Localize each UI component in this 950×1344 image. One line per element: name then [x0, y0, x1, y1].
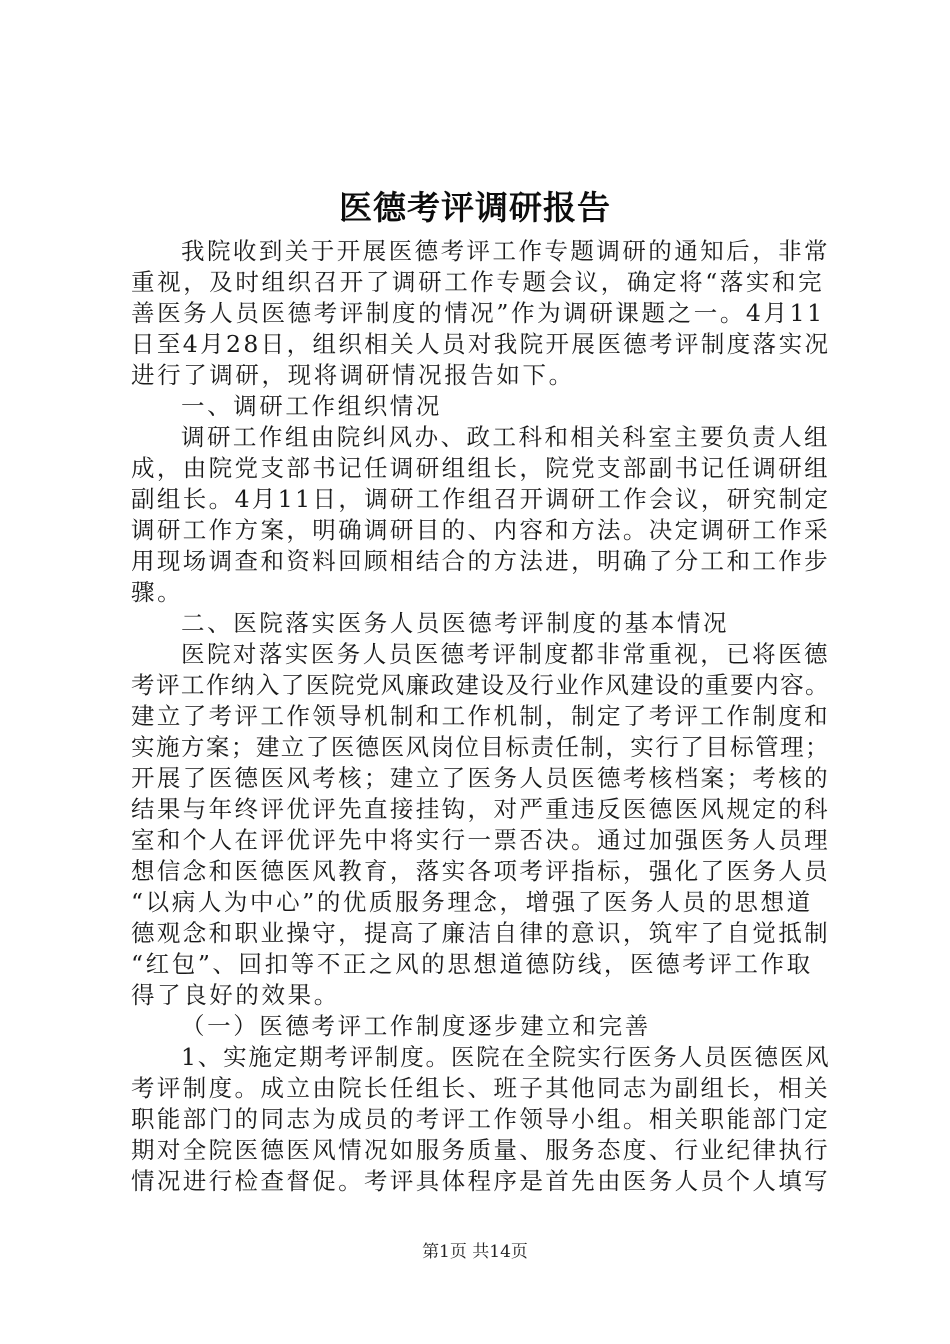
paragraph-line: 成，由院党支部书记任调研组组长，院党支部副书记任调研组	[131, 454, 830, 482]
paragraph-line: “红包”、回扣等不正之风的思想道德防线，医德考评工作取	[131, 950, 813, 978]
paragraph-line: 用现场调查和资料回顾相结合的方法进，明确了分工和工作步	[131, 547, 830, 575]
paragraph-line: 职能部门的同志为成员的考评工作领导小组。相关职能部门定	[131, 1105, 830, 1133]
section-heading: 一、调研工作组织情况	[181, 392, 442, 420]
paragraph-line: 调研工作方案，明确调研目的、内容和方法。决定调研工作采	[131, 516, 830, 544]
subsection-heading: （一）医德考评工作制度逐步建立和完善	[181, 1012, 651, 1040]
section-heading: 二、医院落实医务人员医德考评制度的基本情况	[181, 609, 730, 637]
paragraph-line: 副组长。4月11日，调研工作组召开调研工作会议，研究制定	[131, 485, 831, 513]
document-body	[131, 236, 833, 1197]
paragraph-line: 考评制度。成立由院长任组长、班子其他同志为副组长，相关	[131, 1074, 830, 1102]
document-title: 医德考评调研报告	[339, 188, 611, 227]
paragraph-line: 建立了考评工作领导机制和工作机制，制定了考评工作制度和	[131, 702, 830, 730]
paragraph-line: 开展了医德医风考核；建立了医务人员医德考核档案；考核的	[131, 764, 830, 792]
paragraph-line: 得了良好的效果。	[131, 981, 340, 1009]
paragraph-line: 善医务人员医德考评制度的情况”作为调研课题之一。4月11	[131, 299, 825, 327]
paragraph-line: 日至4月28日，组织相关人员对我院开展医德考评制度落实况	[131, 330, 831, 358]
paragraph-line: 我院收到关于开展医德考评工作专题调研的通知后，非常	[181, 237, 830, 265]
paragraph-line: 实施方案；建立了医德医风岗位目标责任制，实行了目标管理；	[131, 733, 830, 761]
paragraph-line: 骤。	[131, 578, 184, 606]
paragraph-line: 1、实施定期考评制度。医院在全院实行医务人员医德医风	[181, 1043, 831, 1071]
paragraph-line: “以病人为中心”的优质服务理念，增强了医务人员的思想道	[131, 888, 813, 916]
paragraph-line: 医院对落实医务人员医德考评制度都非常重视，已将医德	[181, 640, 830, 668]
paragraph-line: 结果与年终评优评先直接挂钩，对严重违反医德医风规定的科	[131, 795, 830, 823]
paragraph-line: 情况进行检查督促。考评具体程序是首先由医务人员个人填写	[131, 1167, 830, 1195]
paragraph-line: 德观念和职业操守，提高了廉洁自律的意识，筑牢了自觉抵制	[131, 919, 830, 947]
paragraph-line: 进行了调研，现将调研情况报告如下。	[131, 361, 575, 389]
paragraph-line: 想信念和医德医风教育，落实各项考评指标，强化了医务人员	[131, 857, 830, 885]
paragraph-line: 期对全院医德医风情况如服务质量、服务态度、行业纪律执行	[131, 1136, 830, 1164]
page-footer: 第1页 共14页	[422, 1242, 528, 1262]
paragraph-line: 考评工作纳入了医院党风廉政建设及行业作风建设的重要内容。	[131, 671, 830, 699]
paragraph-line: 调研工作组由院纠风办、政工科和相关科室主要负责人组	[181, 423, 830, 451]
paragraph-line: 重视，及时组织召开了调研工作专题会议，确定将“落实和完	[131, 268, 825, 296]
paragraph-line: 室和个人在评优评先中将实行一票否决。通过加强医务人员理	[131, 826, 830, 854]
